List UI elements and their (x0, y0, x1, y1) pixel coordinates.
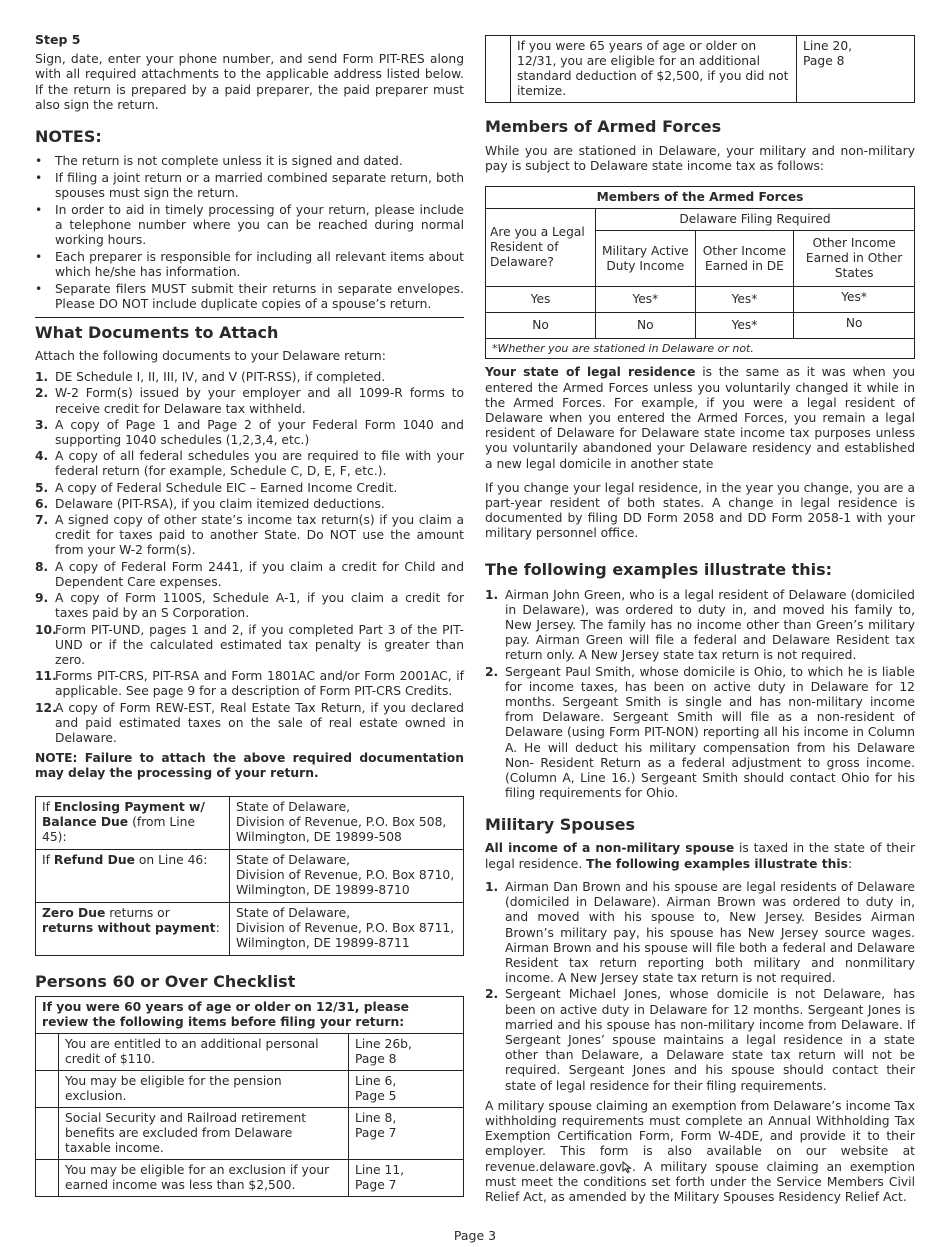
section-divider (35, 317, 464, 318)
list-number: 2. (35, 386, 49, 401)
list-number: 5. (35, 480, 49, 495)
checkbox[interactable] (36, 1070, 59, 1107)
table-cell: Yes* (794, 287, 915, 313)
address-line: Wilmington, DE 19899-8711 (236, 935, 410, 950)
spouses-text: is taxed in the state of their legal residence. (485, 841, 915, 871)
list-number: 2. (485, 987, 499, 1002)
checkbox[interactable] (486, 36, 511, 103)
spouses-heading: Military Spouses (485, 815, 635, 835)
spouses-intro (485, 841, 915, 871)
docs-intro: Attach the following documents to your Delaware return: (35, 349, 386, 364)
list-item: • The return is not complete unless it is signed and dated. (35, 154, 464, 169)
list-text: A copy of Page 1 and Page 2 of your Federal Form 1040 and supporting 1040 schedules (1,2,3,4, etc.) (55, 417, 464, 448)
armed-intro: While you are stationed in Delaware, your military and non-military pay is subject to Delaware state income tax as follows: (485, 144, 915, 174)
list-item (485, 588, 915, 664)
list-number: 3. (35, 417, 49, 432)
checklist-item-text: You may be eligible for the pension exclusion. (59, 1070, 349, 1107)
address-line: State of Delaware, (236, 799, 351, 814)
armed-forces-table (485, 186, 915, 359)
list-item: • In order to aid in timely processing of your return, please include a telephone number where you can be reached during normal working hours. (35, 203, 464, 249)
condition-bold: Refund Due (53, 852, 135, 867)
list-item: • Each preparer is responsible for including all relevant items about which he/she has information. (35, 250, 464, 280)
ref-line: Line 8, (355, 1110, 397, 1125)
list-text: A copy of all federal schedules you are required to file with your federal return (for example, Schedule C, D, E, F, etc.). (55, 449, 464, 479)
list-text: A signed copy of other state’s income tax return(s) if you claim a credit for taxes paid to another State. Do NOT use the amount from your W-2 form(s). (55, 513, 464, 558)
residence-paragraph (485, 365, 915, 471)
list-item (35, 669, 464, 699)
list-number: 8. (35, 559, 49, 574)
notes-list (35, 154, 464, 312)
list-text: Sergeant Michael Jones, whose domicile is not Delaware, has been on active duty in Delaware for 12 months. Sergeant Jones is married and his spouse has non-military income from Delaware. If Sergeant Jones’ spouse maintains a legal residence in a state other than Delaware, a Delaware state tax return will not be required. Sergeant Jones and his spouse should contact their state of legal residence for their filing requirements. (505, 987, 915, 1093)
address-line: Division of Revenue, P.O. Box 8711, (236, 920, 455, 935)
ref-line: Line 20, (803, 39, 853, 53)
table-row (36, 796, 464, 849)
table-row (36, 1070, 464, 1107)
list-text: Forms PIT-CRS, PIT-RSA and Form 1801AC and/or Form 2001AC, if applicable. See page 9 for a description of Form PIT-CRS Credits. (55, 669, 464, 699)
checklist-item-text: You are entitled to an additional personal credit of $110. (59, 1033, 349, 1070)
step-text: Sign, date, enter your phone number, and send Form PIT-RES along with all required attachments to the applicable address listed below. If the return is prepared by a paid preparer, the paid preparer must also sign the return. (35, 52, 464, 112)
condition-text: : (215, 920, 220, 935)
table-cell: Yes* (596, 287, 696, 313)
table-cell: Yes* (695, 287, 794, 313)
w4de-text: A military spouse claiming an exemption from Delaware’s income Tax withholding requirements must complete an Annual Withholding Tax Exemption Certification Form, Form W-4DE, and provide it to their employer. This form is also available on our website at revenue.delaware.gov (485, 1098, 915, 1174)
address-line: State of Delaware, (236, 905, 351, 920)
ref-line: Line 26b, (355, 1036, 412, 1051)
ref-page: Page 5 (355, 1088, 397, 1103)
condition-text: returns or (105, 905, 170, 920)
ref-page: Page 7 (355, 1125, 397, 1140)
table-cell: No (596, 313, 696, 339)
ref-line: Line 11, (355, 1162, 405, 1177)
checklist-table (35, 996, 464, 1197)
table-row (486, 36, 915, 103)
list-number: 1. (35, 370, 49, 385)
list-item (485, 880, 915, 986)
armed-heading: Members of Armed Forces (485, 117, 722, 136)
table-row (486, 287, 915, 313)
address-line: Wilmington, DE 19899-508 (236, 829, 402, 844)
table-row (36, 1033, 464, 1070)
examples-list (485, 588, 915, 802)
list-number: 12. (35, 700, 57, 715)
right-column (485, 35, 915, 1205)
list-number: 6. (35, 496, 49, 511)
spouse-examples-list (485, 880, 915, 1094)
step-heading: Step 5 (35, 32, 81, 47)
list-text: W-2 Form(s) issued by your employer and all 1099-R forms to receive credit for Delaware tax withheld. (55, 386, 464, 416)
address-line: Division of Revenue, P.O. Box 8710, (236, 867, 455, 882)
list-number: 7. (35, 513, 49, 528)
list-number: 11. (35, 669, 57, 684)
list-item (35, 497, 464, 512)
table-cell: No (794, 313, 915, 339)
address-value (230, 796, 464, 849)
ref-page: Page 8 (355, 1051, 397, 1066)
condition-bold: Zero Due (42, 905, 106, 920)
notes-heading: NOTES: (35, 127, 102, 147)
table-row (36, 849, 464, 902)
table-cell: Yes (486, 287, 596, 313)
list-text: DE Schedule I, II, III, IV, and V (PIT-RSS), if completed. (55, 370, 386, 385)
address-line: State of Delaware, (236, 852, 351, 867)
checkbox[interactable] (36, 1107, 59, 1159)
list-item (35, 560, 464, 590)
list-text: Form PIT-UND, pages 1 and 2, if you completed Part 3 of the PIT-UND or if the calculated estimated tax penalty is greater than zero. (55, 622, 464, 667)
list-text: A copy of Form 1100S, Schedule A-1, if you claim a credit for taxes paid by an S Corporation. (55, 591, 464, 621)
condition-text: (from Line 45): (42, 814, 196, 844)
examples-heading: The following examples illustrate this: (485, 559, 833, 579)
list-item (35, 591, 464, 621)
checklist-item-ref (349, 1107, 464, 1159)
list-text: A copy of Federal Form 2441, if you claim a credit for Child and Dependent Care expenses. (55, 559, 464, 589)
residence-text: is the same as it was when you entered the Armed Forces unless you voluntarily changed it while in the Armed Forces. For example, if you were a legal resident of Delaware when you entered the Armed Forces, you remain a legal resident of Delaware for Delaware state income tax purposes unless you voluntarily abandoned your Delaware residency and established a new legal domicile in another state (485, 365, 916, 471)
list-item (35, 513, 464, 559)
list-text: A copy of Federal Schedule EIC – Earned Income Credit. (55, 480, 398, 495)
list-item: • Separate filers MUST submit their returns in separate envelopes. Please DO NOT include duplicate copies of a spouse’s return. (35, 282, 464, 312)
table-row (486, 313, 915, 339)
list-item (35, 701, 464, 747)
mailing-address-table (35, 796, 464, 956)
checklist-item-ref (349, 1070, 464, 1107)
armed-table-title: Members of the Armed Forces (486, 187, 915, 209)
docs-heading: What Documents to Attach (35, 323, 279, 343)
address-condition (36, 796, 230, 849)
checklist-title: If you were 60 years of age or older on 12/31, please review the following items before filing your return: (36, 996, 464, 1033)
checklist-item-text: If you were 65 years of age or older on 12/31, you are eligible for an additional standard deduction of $2,500, if you did not itemize. (511, 36, 797, 103)
checklist-continued-table (485, 35, 915, 103)
page-number: Page 3 (453, 1228, 497, 1243)
list-text: A copy of Form REW-EST, Real Estate Tax Return, if you declared and paid estimated taxes on the sale of real estate owned in Delaware. (55, 700, 464, 745)
list-text: Sergeant Paul Smith, whose domicile is Ohio, to which he is liable for income taxes, has been on active duty in Delaware for 12 months. Sergeant Smith is single and has non-military income from Delaware. Sergeant Smith will file as a non-resident of Delaware (using Form PIT-NON) reporting all his income in Column A. He will deduct his military compensation from his Delaware Non- Resident Return as a federal adjustment to gross income. (Column A, Line 16.) Sergeant Smith should contact Ohio for his filing requirements for Ohio. (505, 664, 915, 801)
w4de-paragraph (485, 1099, 915, 1205)
list-number: 9. (35, 591, 49, 606)
armed-group-header: Delaware Filing Required (596, 209, 915, 231)
ref-page: Page 7 (355, 1177, 397, 1192)
list-item (485, 665, 915, 802)
checkbox[interactable] (36, 1033, 59, 1070)
list-text: Airman Dan Brown and his spouse are legal residents of Delaware (domiciled in Delaware). Airman Brown was ordered to duty in, and moved with his spouse to, New Jersey. Besides Airman Brown’s military pay, his spouse has New Jersey source wages. Airman Brown and his spouse will file both a federal and Delaware Resident tax return reporting both military and nonmilitary income. A New Jersey state tax return is not required. (505, 879, 915, 986)
checklist-heading: Persons 60 or Over Checklist (35, 971, 296, 991)
address-line: Division of Revenue, P.O. Box 508, (236, 814, 447, 829)
checklist-item-ref (797, 36, 915, 103)
table-row (36, 1159, 464, 1196)
address-condition (36, 849, 230, 902)
list-item (485, 987, 915, 1093)
table-row (36, 902, 464, 955)
condition-bold: Enclosing Payment w/ Balance Due (42, 799, 205, 829)
docs-note: NOTE: Failure to attach the above required documentation may delay the processing of your return. (35, 751, 464, 781)
armed-table-footnote: *Whether you are stationed in Delaware or not. (486, 339, 915, 359)
docs-list (35, 370, 464, 746)
change-paragraph: If you change your legal residence, in the year you change, you are a part-year resident of both states. A change in legal residence is documented by filing DD Form 2058 and DD Form 2058-1 with your military personnel office. (485, 480, 915, 541)
checklist-item-ref (349, 1159, 464, 1196)
condition-text: If (42, 852, 54, 867)
list-item (35, 386, 464, 416)
list-item (35, 370, 464, 385)
checklist-item-ref (349, 1033, 464, 1070)
armed-col-header: Other Income Earned in DE (695, 231, 794, 287)
list-number: 4. (35, 449, 49, 464)
condition-text: on Line 46: (134, 852, 208, 867)
checklist-item-text: Social Security and Railroad retirement benefits are excluded from Delaware taxable income. (59, 1107, 349, 1159)
list-text: Delaware (PIT-RSA), if you claim itemized deductions. (55, 496, 385, 511)
list-item: • If filing a joint return or a married combined separate return, both spouses must sign the return. (35, 171, 464, 201)
list-number: 2. (485, 664, 499, 679)
spouses-bold: The following examples illustrate this (586, 856, 848, 871)
condition-text: If (42, 799, 54, 814)
cursor-icon (622, 1161, 632, 1173)
list-text: Airman John Green, who is a legal resident of Delaware (domiciled in Delaware), was ordered to duty in, and moved his family to, New Jersey. The family has no income other than Green’s military pay. Airman Green will file a federal and Delaware Resident tax return only. A New Jersey state tax return is not required. (505, 587, 915, 663)
address-condition (36, 902, 230, 955)
address-line: Wilmington, DE 19899-8710 (236, 882, 410, 897)
armed-col-header: Military Active Duty Income (596, 231, 696, 287)
ref-page: Page 8 (803, 54, 845, 68)
list-item (35, 449, 464, 479)
ref-line: Line 6, (355, 1073, 397, 1088)
left-column (35, 32, 464, 1197)
list-number: 10. (35, 622, 57, 637)
address-value (230, 902, 464, 955)
checklist-item-text: You may be eligible for an exclusion if your earned income was less than $2,500. (59, 1159, 349, 1196)
address-value (230, 849, 464, 902)
table-row (36, 1107, 464, 1159)
w4de-text: . A military spouse claiming an exemption must meet the conditions set forth under the Service Members Civil Relief Act, as amended by the Military Spouses Residency Relief Act. (485, 1159, 915, 1204)
armed-row-header: Are you a Legal Resident of Delaware? (486, 209, 596, 287)
table-cell: Yes* (695, 313, 794, 339)
residence-bold: Your state of legal residence (485, 365, 696, 380)
checkbox[interactable] (36, 1159, 59, 1196)
table-cell: No (486, 313, 596, 339)
list-number: 1. (485, 587, 499, 602)
list-number: 1. (485, 879, 499, 894)
list-item (35, 418, 464, 448)
list-item (35, 481, 464, 496)
condition-bold: returns without payment (42, 920, 216, 935)
spouses-text: : (847, 856, 853, 871)
armed-col-header: Other Income Earned in Other States (794, 231, 915, 287)
list-item (35, 623, 464, 669)
spouses-bold: All income of a non-military spouse (485, 841, 735, 856)
